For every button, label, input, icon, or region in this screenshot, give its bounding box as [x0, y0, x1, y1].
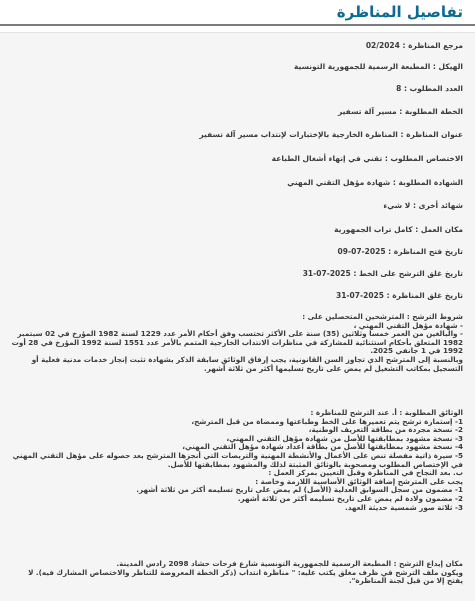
documents-line: 4- نسخة مشهود بمطابقتها للأصل من بطاقة أعداد شهادة مؤهل التقني المهني،: [182, 442, 463, 452]
field-position: [338, 107, 463, 117]
documents-section: [11, 409, 463, 512]
field-organization-label: الهيكل :: [430, 62, 463, 71]
field-other-certificates-value: لا شيء: [383, 201, 411, 210]
submission-section: [11, 560, 463, 586]
documents-line: 2- مضمون ولادة لم يمض على تاريخ تسليمه أكثر من ثلاثة أشهر.: [237, 493, 463, 503]
conditions-line: وبالنسبة إلى المترشح الذي تجاوز السن القانونية، يجب إرفاق الوثائق سابقة الذكر بشهادة تثبت إنجاز خدمات مدنية فعلية أو التسجيل بمكاتب التشغيل لم يمض على تاريخ تسليمها أكثر من ثلاثة أشهر.: [31, 354, 463, 373]
field-certificate-value: شهادة مؤهل التقني المهني: [287, 178, 391, 187]
page-title: تفاصيل المناظرة: [336, 3, 463, 21]
field-count: [396, 84, 463, 94]
field-online-close-date-value: 2025-07-31: [302, 269, 351, 278]
documents-line: 2- نسخة مجردة من بطاقة التعريف الوطنية،: [308, 425, 463, 435]
field-certificate: [287, 178, 463, 188]
field-open-date-value: 2025-07-09: [337, 247, 386, 256]
field-organization: [294, 62, 463, 72]
field-specialty-label: الاختصاص المطلوب :: [382, 154, 463, 163]
field-reference-value: 02/2024: [365, 41, 400, 50]
field-specialty-value: تقني في إنهاء أشغال الطباعة: [271, 154, 383, 163]
documents-line: 1- إستمارة ترشح يتم تعميرها على الخط وطباعتها وممضاة من قبل المترشح،: [191, 416, 463, 426]
field-open-date-label: تاريخ فتح المناظرة :: [385, 247, 463, 256]
field-competition-title-value: المناظرة الخارجية بالإختبارات لإنتداب مسير آلة تسفير: [199, 130, 398, 139]
documents-line: 3- ثلاثة صور شمسية حديثة العهد.: [345, 502, 463, 512]
field-online-close-date: [303, 269, 463, 279]
field-reference-label: مرجع المناظرة :: [399, 41, 463, 50]
field-close-date-value: 2025-07-31: [335, 291, 384, 300]
documents-line: الوثائق المطلوبة : أ. عند الترشح للمناظرة :: [310, 408, 463, 417]
conditions-section: [11, 313, 463, 373]
submission-line: مكان إيداع الترشح : المطبعة الرسمية للجمهورية التونسية شارع فرحات حشاد 2098 رادس المدينة.: [116, 559, 463, 568]
documents-line: يجب على المترشح إضافة الوثائق الأساسية اللازمة وخاصة :: [255, 476, 463, 486]
title-divider: [0, 24, 475, 26]
field-reference: [366, 41, 463, 51]
field-workplace-label: مكان العمل :: [412, 225, 463, 234]
field-specialty: [272, 154, 463, 164]
field-position-value: مسير آلة تسفير: [337, 107, 397, 116]
field-online-close-date-label: تاريخ غلق الترشح على الخط :: [350, 269, 463, 278]
conditions-line: شروط الترشح : المترشحين المتحصلين على :: [302, 312, 463, 321]
field-workplace-value: كامل تراب الجمهورية: [334, 225, 413, 234]
documents-line: ب. بعد النجاح في المناظرة وقبل التعيين بمركز العمل :: [268, 468, 463, 478]
field-other-certificates-label: شهائد أخرى :: [410, 201, 463, 210]
documents-line: 5- سيرة ذاتية مفصلة تنص على الأعمال والأنشطة المهنية والتربصات التي أنجزها المترشح بعد حصوله على مؤهل التقني المهني في الإختصاص المطلوب ومصحوبة بالوثائق المثبتة لذلك والمشهود بمطابقتها للأصل.: [12, 450, 463, 469]
field-open-date: [338, 247, 463, 257]
submission-line: ويكون ملف الترشح في ظرف مغلق يكتب عليه: " مناظرة انتداب (ذكر الخطة المعروضة للتناظر والاختصاص المشارك فيه). لا يفتح إلا من قبل لجنة المناظرة".: [28, 567, 463, 586]
conditions-line: - شهادة مؤهل التقني المهني ،: [353, 320, 463, 330]
field-close-date: [336, 291, 463, 301]
details-panel: [0, 32, 475, 601]
documents-line: 1- مضمون من سجل السوابق العدلية (الأصل) لم يمض على تاريخ تسليمه أكثر من ثلاثة أشهر.: [136, 485, 463, 495]
field-count-label: العدد المطلوب :: [401, 84, 463, 93]
conditions-line: - والبالغين من العمر خمسا وثلاثين (35) سنة على الأكثر تحتسب وفق أحكام الأمر عدد 1229 لسنة 1982 المؤرخ في 02 سبتمبر 1982 المتعلق بأحكام استثنائية للمشاركة في مناظرات الانتداب الخارجية المتمم بالأمر عدد 1551 لسنة 1992 المؤرخ في 28 أوت 1992 في 1 جانفي 2025.: [11, 329, 463, 356]
field-competition-title-label: عنوان المناظرة :: [397, 130, 463, 139]
field-workplace: [334, 225, 463, 235]
field-close-date-label: تاريخ غلق المناظرة :: [383, 291, 463, 300]
field-other-certificates: [383, 201, 463, 211]
field-count-value: 8: [396, 84, 402, 93]
documents-line: 3- نسخة مشهود بمطابقتها للأصل من شهادة مؤهل التقني المهني،: [226, 433, 463, 443]
field-position-label: الخطة المطلوبة :: [396, 107, 463, 116]
field-competition-title: [199, 130, 463, 140]
field-certificate-label: الشهادة المطلوبة :: [390, 178, 463, 187]
field-organization-value: المطبعة الرسمية للجمهورية التونسية: [293, 62, 431, 71]
